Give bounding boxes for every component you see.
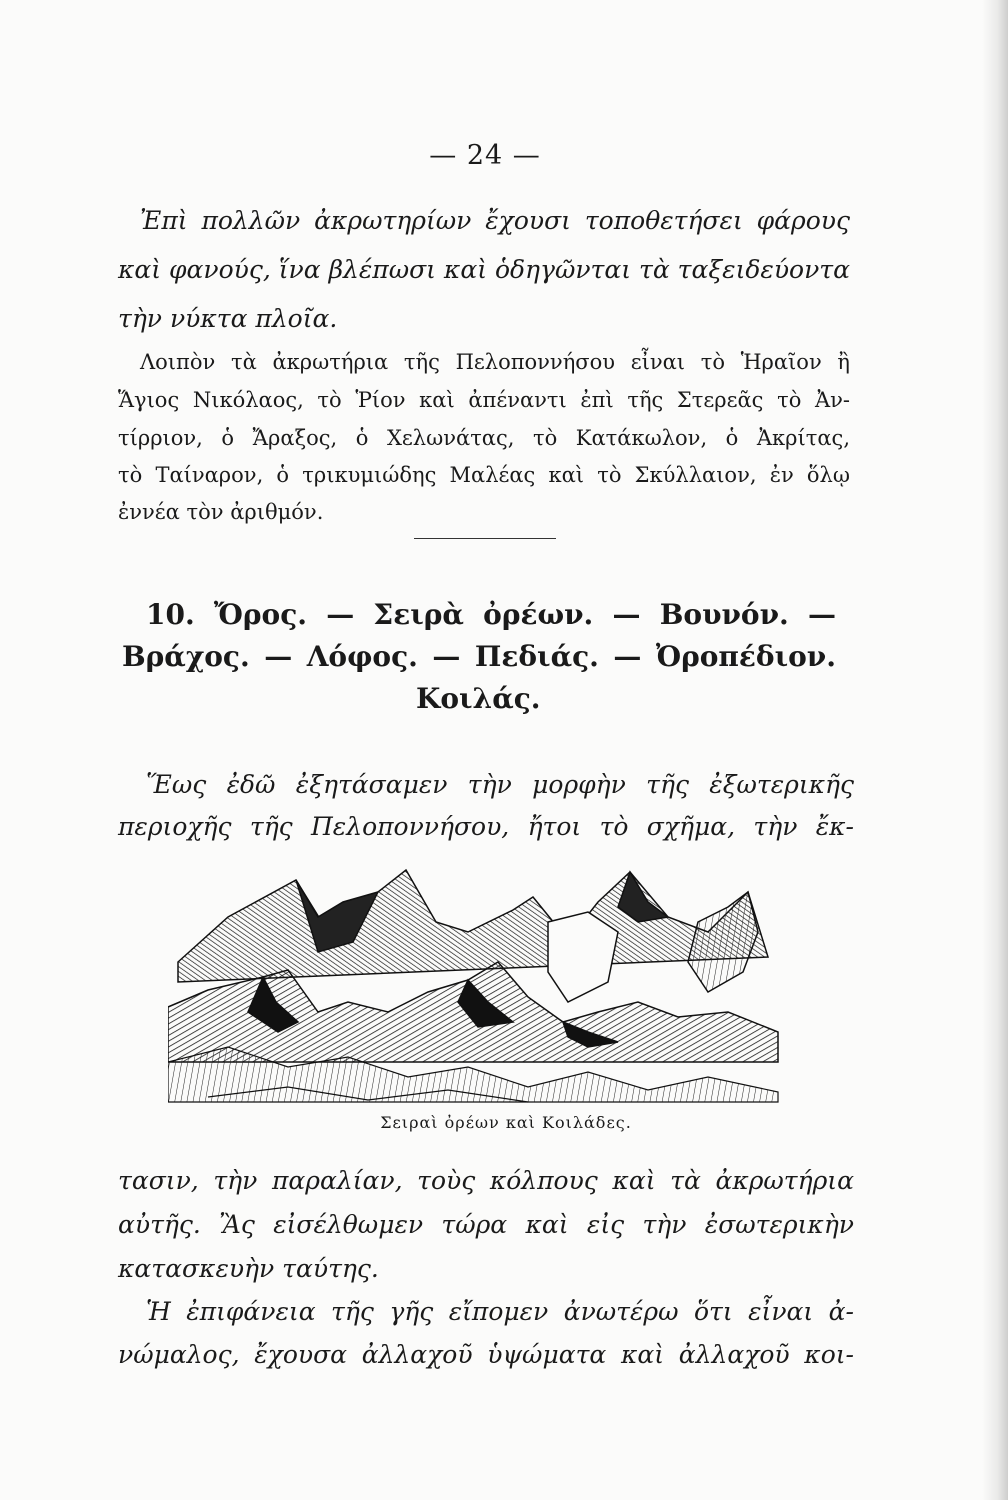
illustration-caption: Σειραὶ ὀρέων καὶ Κοιλάδες. (380, 1113, 632, 1132)
paragraph-4-line-1: τασιν, τὴν παραλίαν, τοὺς κόλπους καὶ τὰ ἀκρωτήρια (118, 1166, 854, 1195)
paragraph-1-line-2: καὶ φανούς, ἵνα βλέπωσι καὶ ὁδηγῶνται τὰ ταξειδεύοντα (118, 255, 851, 284)
paragraph-3-line-2: περιοχῆς τῆς Πελοποννήσου, ἤτοι τὸ σχῆμα, τὴν ἔκ- (118, 812, 854, 841)
section-heading-line-3: Κοιλάς. (416, 682, 541, 715)
paragraph-4-line-3: κατασκευὴν ταύτης. (118, 1254, 379, 1283)
paragraph-2-line-4: τὸ Ταίναρον, ὁ τρικυμιώδης Μαλέας καὶ τὸ Σκύλλαιον, ἐν ὅλῳ (118, 463, 850, 487)
paragraph-1-line-3: τὴν νύκτα πλοῖα. (118, 304, 338, 333)
paragraph-2-line-5: ἐννέα τὸν ἀριθμόν. (118, 500, 324, 524)
page-fold-shadow (982, 0, 1008, 1500)
paragraph-2-line-2: Ἅγιος Νικόλαος, τὸ Ῥίον καὶ ἀπέναντι ἐπὶ τῆς Στερεᾶς τὸ Ἀν- (118, 388, 850, 412)
section-heading-line-2: Βράχος. — Λόφος. — Πεδιάς. — Ὀροπέδιον. (122, 640, 836, 673)
paragraph-2-line-3: τίρριον, ὁ Ἄραξος, ὁ Χελωνάτας, τὸ Κατάκωλον, ὁ Ἀκρίτας, (118, 426, 850, 450)
section-divider (414, 538, 556, 539)
page-number: — 24 — (429, 140, 541, 171)
paragraph-5-line-2: νώμαλος, ἔχουσα ἀλλαχοῦ ὑψώματα καὶ ἀλλαχοῦ κοι- (118, 1340, 854, 1369)
section-heading-line-1: 10. Ὄρος. — Σειρὰ ὀρέων. — Βουνόν. — (146, 598, 836, 631)
mountain-range-illustration (168, 862, 788, 1112)
paragraph-1-line-1: Ἐπὶ πολλῶν ἀκρωτηρίων ἔχουσι τοποθετήσει φάρους (140, 206, 850, 235)
paragraph-5-line-1: Ἡ ἐπιφάνεια τῆς γῆς εἴπομεν ἀνωτέρω ὅτι εἶναι ἀ- (146, 1297, 854, 1326)
paragraph-2-line-1: Λοιπὸν τὰ ἀκρωτήρια τῆς Πελοποννήσου εἶναι τὸ Ἡραῖον ἢ (140, 350, 850, 374)
paragraph-3-line-1: Ἕως ἐδῶ ἐξητάσαμεν τὴν μορφὴν τῆς ἐξωτερικῆς (146, 770, 854, 799)
paragraph-4-line-2: αὐτῆς. Ἂς εἰσέλθωμεν τώρα καὶ εἰς τὴν ἐσωτερικὴν (118, 1210, 854, 1239)
